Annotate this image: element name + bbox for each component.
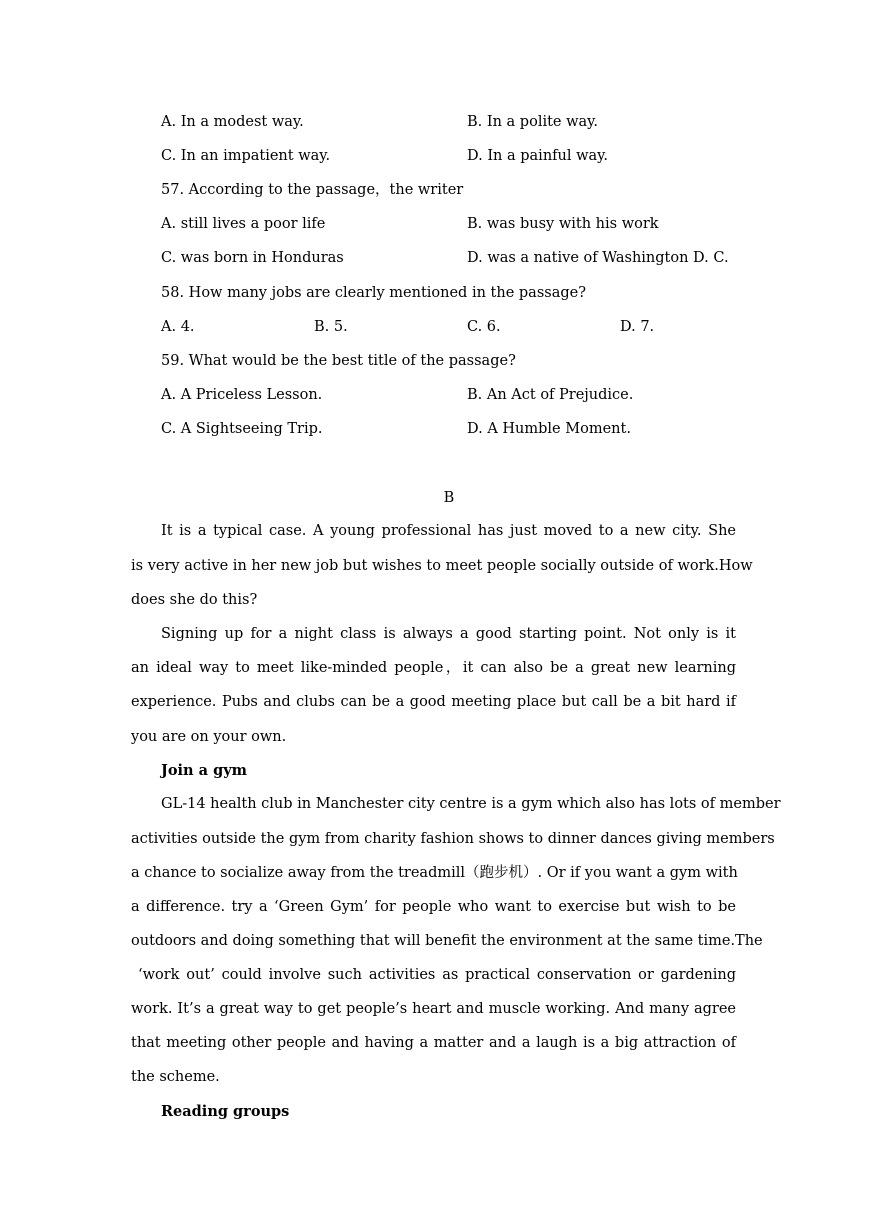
heading-reading-groups: Reading groups	[161, 1103, 290, 1120]
q57-option-d: D. was a native of Washington D. C.	[467, 250, 729, 266]
passage-p3-line-2: activities outside the gym from charity fashion shows to dinner dances giving members	[131, 831, 775, 847]
passage-p3-line-1: GL-14 health club in Manchester city centre is a gym which also has lots of member	[161, 796, 781, 812]
q59-option-b: B. An Act of Prejudice.	[467, 387, 634, 403]
q59-stem: 59. What would be the best title of the passage?	[161, 353, 516, 369]
q58-option-d: D. 7.	[620, 319, 655, 335]
section-label: B	[443, 490, 455, 506]
passage-p2-line-3: experience. Pubs and clubs can be a good meeting place but call be a bit hard if	[131, 694, 736, 710]
q58-option-a: A. 4.	[161, 319, 195, 335]
q57-option-c: C. was born in Honduras	[161, 250, 344, 266]
q58-option-c: C. 6.	[467, 319, 501, 335]
q56-option-b: B. In a polite way.	[467, 114, 599, 130]
q59-option-d: D. A Humble Moment.	[467, 421, 631, 437]
passage-p2-line-2: an ideal way to meet like-minded people，it can also be a great new learning	[131, 660, 736, 676]
q58-option-b: B. 5.	[314, 319, 348, 335]
passage-p3-line-3: a chance to socialize away from the treadmill（跑步机）. Or if you want a gym with	[131, 865, 738, 881]
q57-option-b: B. was busy with his work	[467, 216, 659, 232]
q57-option-a: A. still lives a poor life	[161, 216, 326, 232]
q57-stem: 57. According to the passage，the writer	[161, 182, 464, 198]
heading-join-a-gym: Join a gym	[161, 762, 247, 779]
passage-p3-line-9: the scheme.	[131, 1069, 220, 1085]
q56-option-d: D. In a painful way.	[467, 148, 609, 164]
passage-p2-line-4: you are on your own.	[131, 729, 287, 745]
q56-option-a: A. In a modest way.	[161, 114, 304, 130]
q59-option-a: A. A Priceless Lesson.	[161, 387, 323, 403]
passage-p3-line-7: work. It’s a great way to get people’s heart and muscle working. And many agree	[131, 1001, 736, 1017]
passage-p3-line-6: ‘work out’ could involve such activities as practical conservation or gardening	[138, 967, 736, 983]
passage-p3-line-4: a difference. try a ‘Green Gym’ for people who want to exercise but wish to be	[131, 899, 736, 915]
passage-p2-line-1: Signing up for a night class is always a good starting point. Not only is it	[161, 626, 736, 642]
q58-stem: 58. How many jobs are clearly mentioned in the passage?	[161, 285, 586, 301]
passage-p3-line-8: that meeting other people and having a matter and a laugh is a big attraction of	[131, 1035, 736, 1051]
q59-option-c: C. A Sightseeing Trip.	[161, 421, 323, 437]
q56-option-c: C. In an impatient way.	[161, 148, 331, 164]
passage-p1-line-2: is very active in her new job but wishes to meet people socially outside of work.How	[131, 558, 753, 574]
passage-p1-line-3: does she do this?	[131, 592, 258, 608]
passage-p3-line-5: outdoors and doing something that will benefit the environment at the same time.The	[131, 933, 763, 949]
passage-p1-line-1: It is a typical case. A young professional has just moved to a new city. She	[161, 523, 736, 539]
